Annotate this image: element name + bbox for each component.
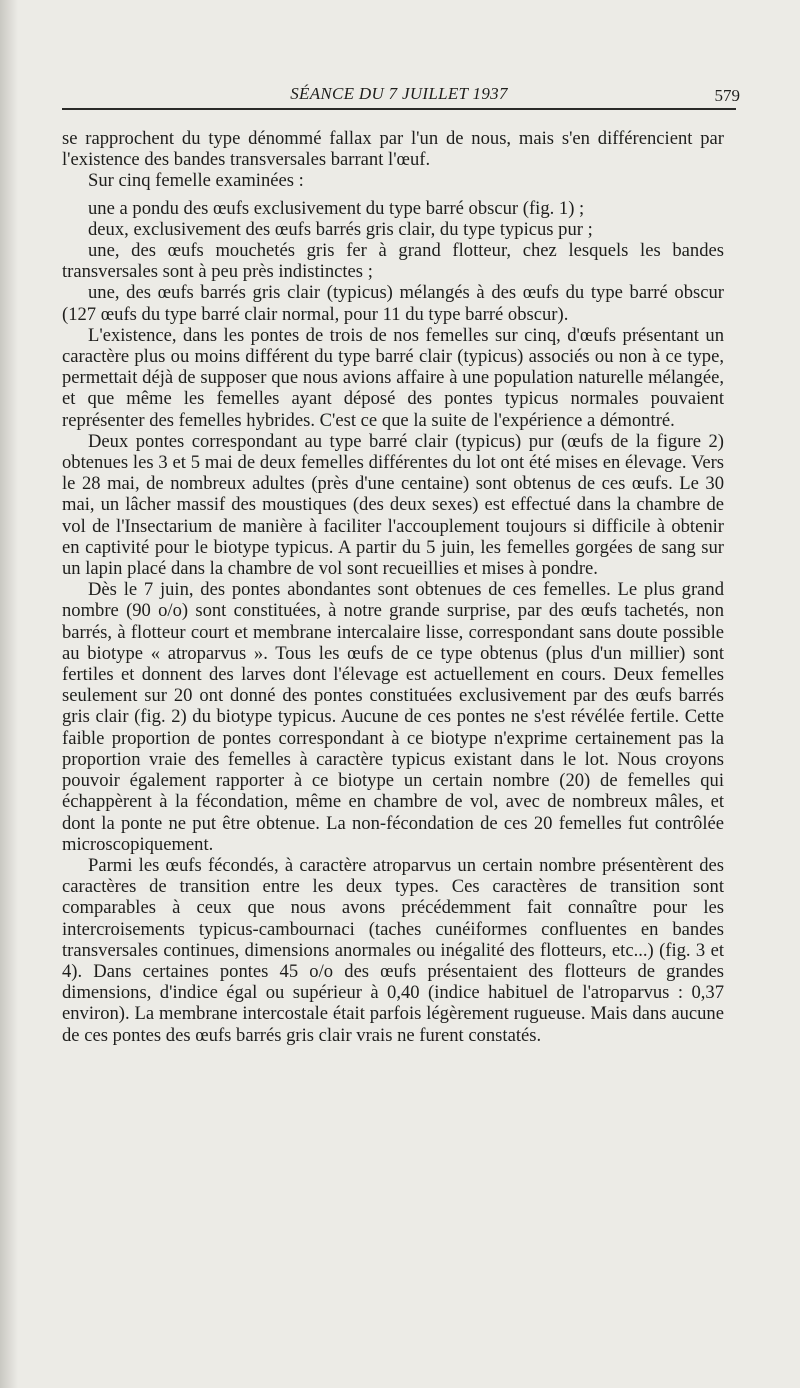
- body-text: [62, 128, 724, 1046]
- paragraph: Dès le 7 juin, des pontes abondantes sont obtenues de ces femelles. Le plus grand nombre (90 o/o) sont constituées, à notre grande surprise, par des œufs tachetés, non barrés, à flotteur court et membrane intercalaire lisse, correspondant sans doute possible au biotype « atroparvus ». Tous les œufs de ce type obtenus (plus d'un millier) sont fertiles et donnent des larves dont l'élevage est actuellement en cours. Deux femelles seulement sur 20 ont donné des pontes constituées exclusivement par des œufs barrés gris clair (fig. 2) du biotype typicus. Aucune de ces pontes ne s'est révélée fertile. Cette faible proportion de pontes correspondant à ce biotype n'exprime certainement pas la proportion vraie des femelles à caractère typicus existant dans le lot. Nous croyons pouvoir également rapporter à ce biotype un certain nombre (20) de femelles qui échappèrent à la fécondation, même en chambre de vol, avec de nombreux mâles, et dont la ponte ne put être obtenue. La non-fécondation de ces 20 femelles fut contrôlée microscopiquement.: [62, 579, 724, 855]
- female-list: [62, 198, 724, 325]
- paragraph: L'existence, dans les pontes de trois de nos femelles sur cinq, d'œufs présentant un caractère plus ou moins différent du type barré clair (typicus) associés ou non à ce type, permettait déjà de supposer que nous avions affaire à une population naturelle mélangée, et que même les femelles ayant déposé des pontes typicus normales pouvaient représenter des femelles hybrides. C'est ce que la suite de l'expérience a démontré.: [62, 324, 724, 431]
- list-item: une, des œufs mouchetés gris fer à grand flotteur, chez lesquels les bandes transversales sont à peu près indistinctes ;: [62, 240, 724, 283]
- paragraph-continuation: se rapprochent du type dénommé fallax par l'un de nous, mais s'en différencient par l'existence des bandes transversales barrant l'œuf.: [62, 128, 724, 171]
- page-edge-shadow: [0, 0, 18, 1388]
- list-item: une a pondu des œufs exclusivement du type barré obscur (fig. 1) ;: [88, 197, 585, 219]
- page-header: [62, 78, 740, 108]
- paragraph: Deux pontes correspondant au type barré clair (typicus) pur (œufs de la figure 2) obtenues les 3 et 5 mai de deux femelles différentes du lot ont été mises en élevage. Vers le 28 mai, de nombreux adultes (près d'une centaine) sont obtenus de ces œufs. Le 30 mai, un lâcher massif des moustiques (des deux sexes) est effectué dans la chambre de vol de l'Insectarium de manière à faciliter l'accouplement toujours si difficile à obtenir en captivité pour le biotype typicus. A partir du 5 juin, les femelles gorgées de sang sur un lapin placé dans la chambre de vol sont recueillies et mises à pondre.: [62, 430, 724, 580]
- header-rule: [62, 108, 736, 110]
- page-number: 579: [714, 86, 740, 105]
- paragraph: Parmi les œufs fécondés, à caractère atroparvus un certain nombre présentèrent des caractères de transition entre les deux types. Ces caractères de transition sont comparables à ceux que nous avons précédemment fait connaître pour les intercroisements typicus-cambournaci (taches cunéiformes confluentes en bandes transversales continues, dimensions anormales ou inégalité des flotteurs, etc...) (fig. 3 et 4). Dans certaines pontes 45 o/o des œufs présentaient des flotteurs de grandes dimensions, d'indice égal ou supérieur à 0,40 (indice habituel de l'atroparvus : 0,37 environ). La membrane intercostale était parfois légèrement rugueuse. Mais dans aucune de ces pontes des œufs barrés gris clair vrais ne furent constatés.: [62, 854, 724, 1046]
- list-item: deux, exclusivement des œufs barrés gris clair, du type typicus pur ;: [88, 218, 593, 240]
- list-item: une, des œufs barrés gris clair (typicus) mélangés à des œufs du type barré obscur (127 œufs du type barré clair normal, pour 11 du type barré obscur).: [62, 282, 724, 325]
- running-head: SÉANCE DU 7 JUILLET 1937: [290, 84, 508, 103]
- paragraph-intro: Sur cinq femelle examinées :: [88, 170, 304, 192]
